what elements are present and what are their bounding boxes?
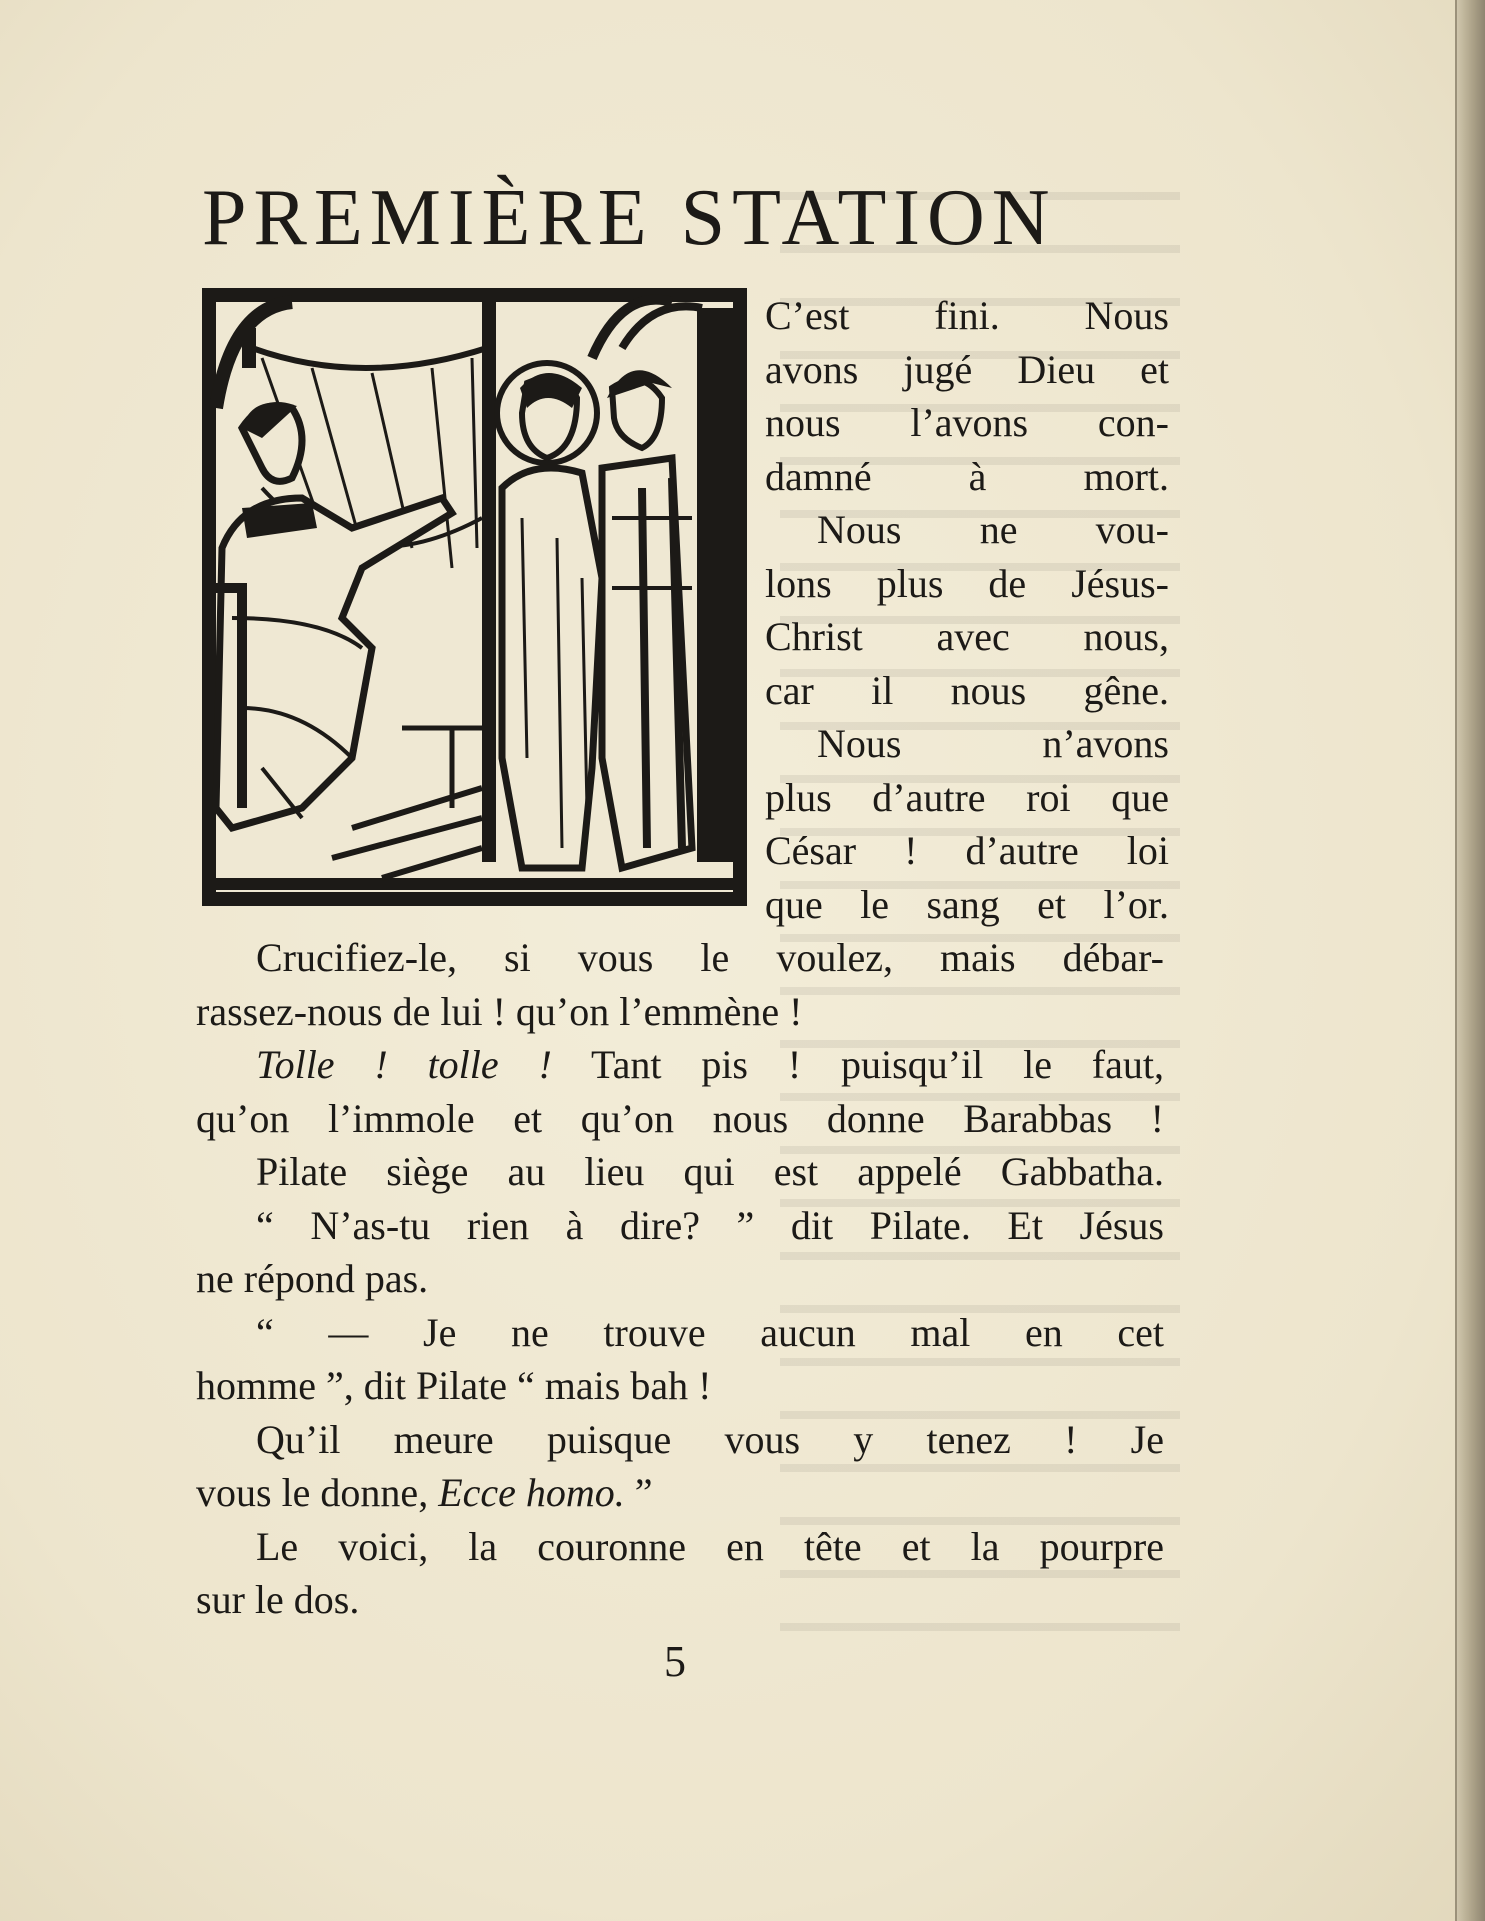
text-line: C’est fini. Nous (765, 293, 1169, 338)
text-line: avons jugé Dieu et (765, 346, 1169, 392)
text-line (196, 1466, 1164, 1520)
text-line: Qu’il meure puisque vous y tenez ! Je (256, 1416, 1164, 1462)
text-line: Christ avec nous, (765, 614, 1169, 659)
text-line: “ N’as-tu rien à dire? ” dit Pilate. Et Jésus (256, 1202, 1164, 1248)
text-line: que le sang et l’or. (765, 881, 1169, 927)
book-fore-edge (1457, 0, 1485, 1921)
right-column-text (765, 289, 1169, 931)
text-fragment: Tant pis ! puisqu’il le faut, (551, 1042, 1164, 1087)
text-fragment: ” (624, 1470, 653, 1515)
text-line: damné à mort. (765, 453, 1169, 499)
text-line: ne répond pas. (196, 1256, 429, 1301)
page-title: PREMIÈRE STATION (202, 174, 1057, 262)
text-line: sur le dos. (196, 1577, 360, 1622)
body-text (196, 931, 1164, 1627)
text-line: qu’on l’immole et qu’on nous donne Barabbas ! (196, 1095, 1164, 1141)
text-line: nous l’avons con- (765, 400, 1169, 445)
text-line: car il nous gêne. (765, 667, 1169, 713)
text-line: Nous n’avons (817, 721, 1169, 766)
text-line: homme ”, dit Pilate “ mais bah ! (196, 1363, 712, 1408)
text-line (196, 1038, 1164, 1092)
page-number: 5 (664, 1637, 686, 1686)
italic-phrase: Tolle ! tolle ! (256, 1042, 552, 1087)
text-line: rassez-nous de lui ! qu’on l’emmène ! (196, 988, 803, 1034)
text-fragment: vous le donne, (196, 1470, 439, 1515)
text-line: “ — Je ne trouve aucun mal en cet (256, 1309, 1164, 1355)
text-line: César ! d’autre loi (765, 828, 1169, 873)
text-line: Le voici, la couronne en tête et la pourpre (256, 1523, 1164, 1569)
text-line: Pilate siège au lieu qui est appelé Gabbatha. (256, 1149, 1164, 1194)
text-line: lons plus de Jésus- (765, 560, 1169, 606)
italic-phrase: Ecce homo. (438, 1470, 625, 1515)
text-line: plus d’autre roi que (765, 774, 1169, 820)
woodcut-illustration (202, 288, 747, 906)
text-line: Nous ne vou- (817, 507, 1169, 552)
text-line: Crucifiez-le, si vous le voulez, mais débar- (256, 935, 1164, 980)
